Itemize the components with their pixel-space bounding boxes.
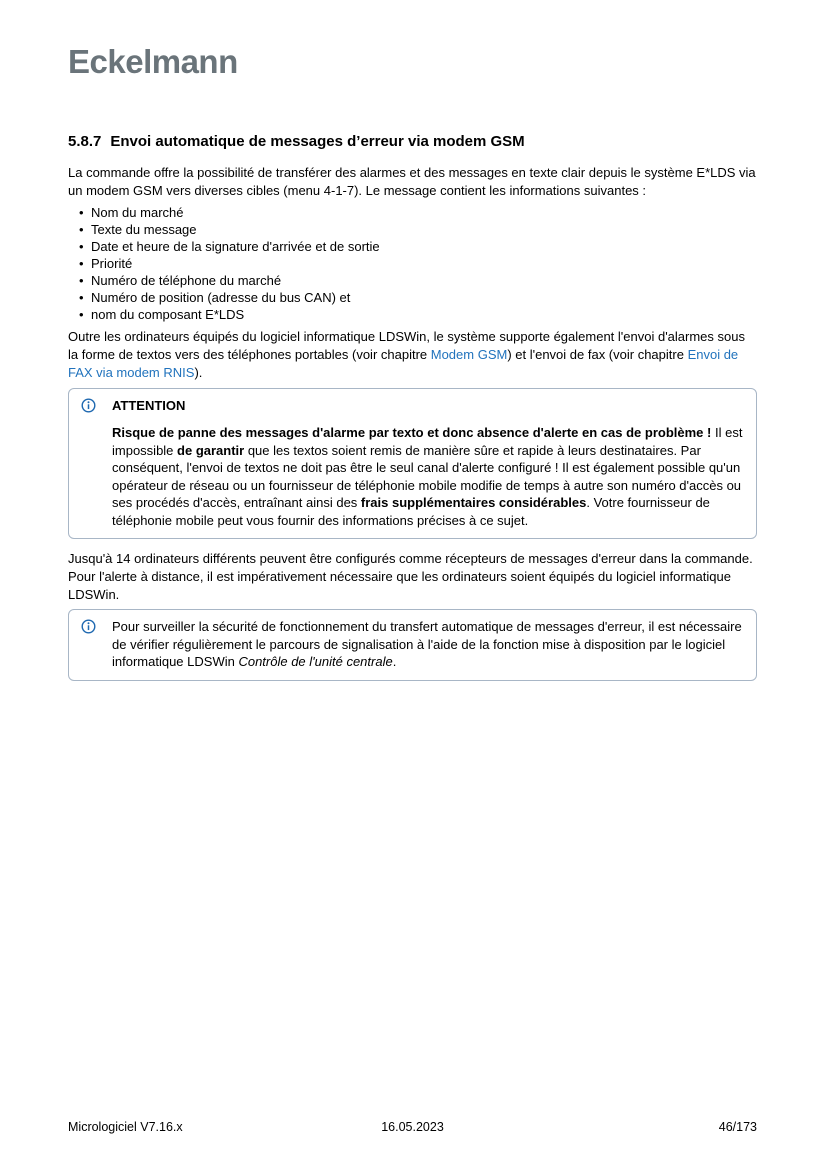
footer-firmware-version: Micrologiciel V7.16.x [68, 1120, 183, 1134]
attention-body [112, 424, 744, 529]
modem-text-3: ). [194, 365, 203, 380]
list-item: • nom du composant E*LDS [68, 306, 757, 323]
list-item: • Texte du message [68, 221, 757, 238]
section-heading [68, 133, 757, 151]
intro-paragraph: La commande offre la possibilité de transférer des alarmes et des messages en texte clair depuis le système E*LDS via un modem GSM vers diverses cibles (menu 4-1-7). Le message contient les informations suivantes : [68, 165, 756, 198]
link-envoi-fax-rnis[interactable]: Envoi de FAX via modem RNIS [68, 347, 739, 380]
list-item: • Date et heure de la signature d'arrivée et de sortie [68, 238, 757, 255]
list-item: • Numéro de position (adresse du bus CAN) et [68, 289, 757, 306]
attention-title: ATTENTION [112, 398, 186, 413]
note-box [68, 609, 757, 681]
attention-text-1: Il est impossible [112, 425, 743, 458]
note-text-1: Pour surveiller la sécurité de fonctionnement du transfert automatique de messages d'erreur, il est nécessaire de vérifier régulièrement le parcours de signalisation à l'aide de la fonction mise à disposition par le logiciel informatique LDSWin [112, 619, 742, 669]
message-info-list [68, 204, 757, 323]
info-icon [81, 397, 96, 413]
note-italic-central-unit: Contrôle de l'unité centrale [238, 654, 393, 669]
note-body [112, 618, 744, 671]
attention-text-2: que les textos soient remis de manière sûre et rapide à leurs destinataires. Par conséquent, l'envoi de textos ne doit pas être le seul canal d'alerte configuré ! Il est également possible qu'un opérateur de réseau ou un fournisseur de téléphonie mobile modifie de temps à autre son numéro d'accès ou ses procédés d'accès, entraînant ainsi des [112, 442, 742, 510]
company-logo: Eckelmann [68, 43, 238, 80]
modem-paragraph [68, 328, 757, 382]
section-title: Envoi automatique de messages d’erreur via modem GSM [110, 133, 525, 150]
attention-bold-frais: frais supplémentaires considérables [360, 495, 587, 510]
footer-page-number: 46/173 [718, 1120, 758, 1134]
link-modem-gsm[interactable]: Modem GSM [430, 347, 508, 362]
modem-text-1: Outre les ordinateurs équipés du logiciel informatique LDSWin, le système supporte également l'envoi d'alarmes sous la forme de textos vers des téléphones portables (voir chapitre [68, 329, 745, 362]
attention-text-3: . Votre fournisseur de téléphonie mobile peut vous fournir des informations précises à ce sujet. [112, 495, 710, 528]
footer-date: 16.05.2023 [381, 1120, 444, 1134]
list-item: • Priorité [68, 255, 757, 272]
note-text-2: . [392, 654, 397, 669]
section-number: 5.8.7 [68, 133, 102, 150]
attention-bold-risk: Risque de panne des messages d'alarme par texto et donc absence d'alerte en cas de problème ! [112, 425, 712, 440]
attention-box [68, 388, 757, 539]
list-item: • Nom du marché [68, 204, 757, 221]
computers-paragraph: Jusqu'à 14 ordinateurs différents peuvent être configurés comme récepteurs de messages d'erreur dans la commande. Pour l'alerte à distance, il est impérativement nécessaire que les ordinateurs soient équipés du logiciel informatique LDSWin. [68, 551, 753, 602]
list-item: • Numéro de téléphone du marché [68, 272, 757, 289]
modem-text-2: ) et l'envoi de fax (voir chapitre [507, 347, 688, 362]
attention-box-header [81, 397, 744, 415]
page-footer [68, 1119, 757, 1135]
attention-bold-garantir: de garantir [177, 442, 245, 458]
info-icon [81, 618, 96, 634]
note-box-row [81, 618, 744, 671]
